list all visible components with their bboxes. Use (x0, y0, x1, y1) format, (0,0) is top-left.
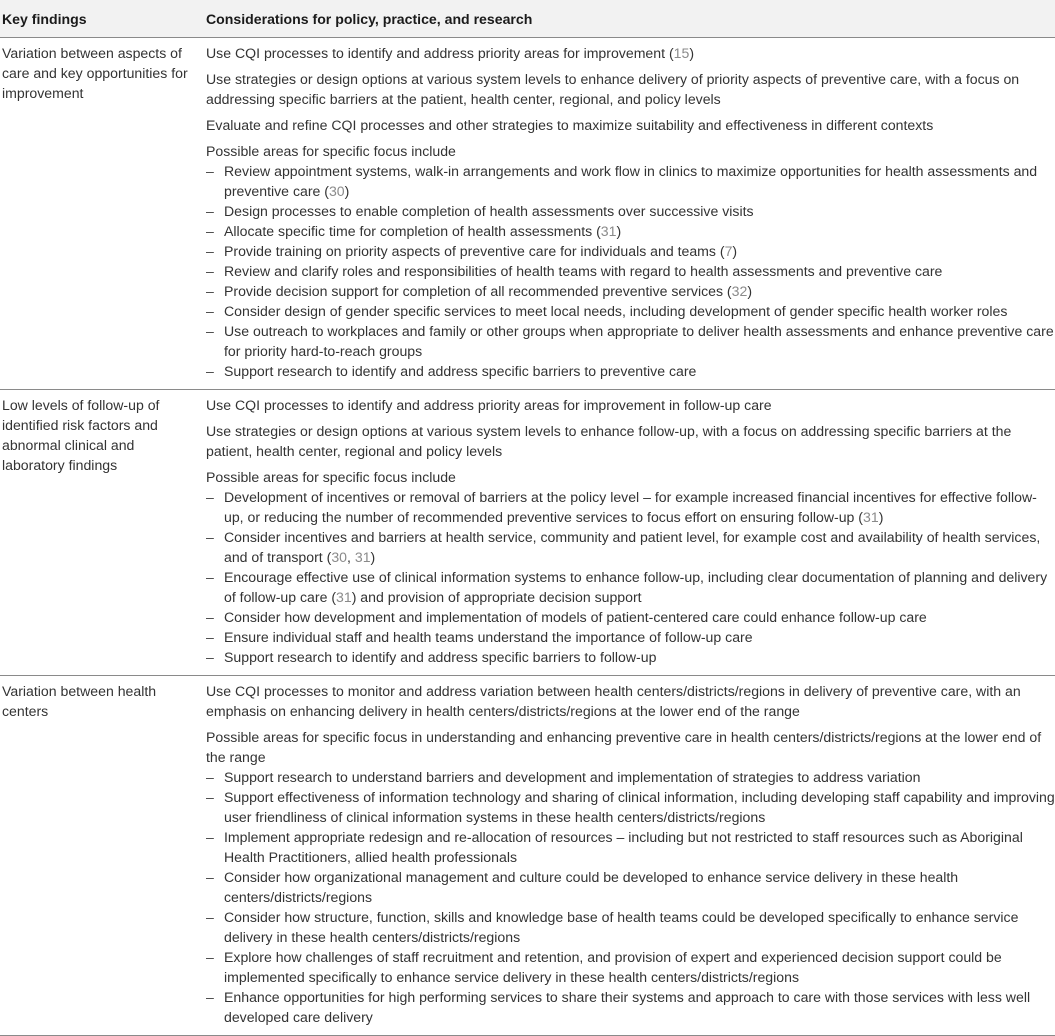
consideration-paragraph (206, 115, 1055, 135)
focus-block (206, 727, 1055, 1027)
list-item (206, 221, 1055, 241)
consideration-paragraph (206, 681, 1055, 721)
reference-link[interactable]: 30 (328, 183, 345, 199)
focus-intro: Possible areas for specific focus in understanding and enhancing preventive care in health centers/districts/regions at the lower end of the range (206, 729, 1042, 765)
list-item (206, 301, 1055, 321)
reference-link[interactable]: 31 (336, 589, 352, 605)
list-item (206, 161, 1055, 201)
list-item (206, 567, 1055, 607)
dash-bullet-icon: – (206, 789, 214, 805)
text: Use CQI processes to identify and address priority areas for improvement in follow-up care (206, 397, 772, 413)
text: Support research to identify and address specific barriers to preventive care (224, 363, 697, 379)
header-considerations: Considerations for policy, practice, and research (206, 0, 1055, 38)
list-item (206, 827, 1055, 867)
text: Review and clarify roles and responsibilities of health teams with regard to health assessments and preventive care (224, 263, 943, 279)
focus-list (206, 767, 1055, 1027)
table-row (0, 390, 1055, 676)
focus-list (206, 161, 1055, 381)
text: Provide training on priority aspects of preventive care for individuals and teams ( (224, 243, 725, 259)
focus-block (206, 467, 1055, 667)
text: Consider incentives and barriers at health service, community and patient level, for example cost and availability of health services, and of transport ( (224, 529, 1041, 565)
text: Explore how challenges of staff recruitment and retention, and provision of expert and experienced decision support could be implemented specifically to enhance service delivery in these health centers/districts/regions (224, 949, 1002, 985)
list-item (206, 947, 1055, 987)
header-key-findings: Key findings (0, 0, 206, 38)
text: Allocate specific time for completion of health assessments ( (224, 223, 601, 239)
considerations-cell (206, 390, 1055, 676)
key-finding-cell: Variation between health centers (0, 676, 206, 1036)
consideration-paragraph (206, 43, 1055, 63)
text: Consider how development and implementation of models of patient-centered care could enhance follow-up care (224, 609, 927, 625)
dash-bullet-icon: – (206, 263, 214, 279)
header-row (0, 0, 1055, 38)
text: Provide decision support for completion of all recommended preventive services ( (224, 283, 732, 299)
text: Use CQI processes to identify and address priority areas for improvement ( (206, 45, 674, 61)
dash-bullet-icon: – (206, 649, 214, 665)
list-item (206, 627, 1055, 647)
list-item (206, 281, 1055, 301)
focus-list (206, 487, 1055, 667)
dash-bullet-icon: – (206, 569, 214, 585)
text: Use strategies or design options at various system levels to enhance delivery of priority aspects of preventive care, with a focus on addressing specific barriers at the patient, health center, regional, and policy levels (206, 71, 1020, 107)
text: Consider design of gender specific services to meet local needs, including development of gender specific health worker roles (224, 303, 1008, 319)
consideration-paragraph (206, 69, 1055, 109)
reference-link[interactable]: 32 (731, 283, 748, 299)
list-item (206, 261, 1055, 281)
table-row (0, 676, 1055, 1036)
text: Use CQI processes to monitor and address variation between health centers/districts/regions in delivery of preventive care, with an emphasis on enhancing delivery in health centers/districts/regions at the lower end of the range (206, 683, 1021, 719)
text: Development of incentives or removal of barriers at the policy level – for example increased financial incentives for effective follow-up, or reducing the number of recommended preventive services to focus effort on ensuring follow-up ( (224, 489, 1037, 525)
dash-bullet-icon: – (206, 829, 214, 845)
text: Use strategies or design options at various system levels to enhance follow-up, with a focus on addressing specific barriers at the patient, health center, regional and policy levels (206, 423, 1012, 459)
dash-bullet-icon: – (206, 869, 214, 885)
text-tail: ) and provision of appropriate decision support (351, 589, 642, 605)
focus-block (206, 141, 1055, 381)
dash-bullet-icon: – (206, 303, 214, 319)
reference-link[interactable]: 30 (331, 549, 348, 565)
text: Enhance opportunities for high performing services to share their systems and approach to care with those services with less well developed care delivery (224, 989, 1031, 1025)
reference-separator: , (347, 549, 355, 565)
dash-bullet-icon: – (206, 323, 214, 339)
key-finding-cell: Low levels of follow-up of identified risk factors and abnormal clinical and laboratory findings (0, 390, 206, 676)
dash-bullet-icon: – (206, 629, 214, 645)
list-item (206, 607, 1055, 627)
text: Support effectiveness of information technology and sharing of clinical information, including developing staff capability and improving user friendliness of clinical information systems in these health centers/districts/regions (224, 789, 1055, 825)
text: Consider how organizational management and culture could be developed to enhance service delivery in these health centers/districts/regions (224, 869, 959, 905)
text-tail: ) (747, 283, 753, 299)
table-body (0, 38, 1055, 1036)
list-item (206, 867, 1055, 907)
list-item (206, 907, 1055, 947)
dash-bullet-icon: – (206, 489, 214, 505)
dash-bullet-icon: – (206, 949, 214, 965)
text: Evaluate and refine CQI processes and other strategies to maximize suitability and effectiveness in different contexts (206, 117, 934, 133)
dash-bullet-icon: – (206, 283, 214, 299)
consideration-paragraph (206, 421, 1055, 461)
text: Encourage effective use of clinical information systems to enhance follow-up, including clear documentation of planning and delivery of follow-up care ( (224, 569, 1048, 605)
consideration-paragraph (206, 395, 1055, 415)
dash-bullet-icon: – (206, 989, 214, 1005)
dash-bullet-icon: – (206, 529, 214, 545)
list-item (206, 647, 1055, 667)
text-tail: ) (370, 549, 376, 565)
dash-bullet-icon: – (206, 243, 214, 259)
dash-bullet-icon: – (206, 223, 214, 239)
dash-bullet-icon: – (206, 363, 214, 379)
reference-link[interactable]: 15 (673, 45, 690, 61)
list-item (206, 487, 1055, 527)
reference-link[interactable]: 31 (863, 509, 879, 525)
key-finding-cell: Variation between aspects of care and key opportunities for improvement (0, 38, 206, 390)
text-tail: ) (732, 243, 738, 259)
table-header (0, 0, 1055, 38)
dash-bullet-icon: – (206, 163, 214, 179)
list-item (206, 321, 1055, 361)
reference-link[interactable]: 31 (600, 223, 617, 239)
list-item (206, 787, 1055, 827)
dash-bullet-icon: – (206, 769, 214, 785)
considerations-cell (206, 676, 1055, 1036)
reference-link[interactable]: 31 (354, 549, 371, 565)
text: Design processes to enable completion of health assessments over successive visits (224, 203, 754, 219)
table-row (0, 38, 1055, 390)
text-tail: ) (689, 45, 695, 61)
text: Support research to identify and address specific barriers to follow-up (224, 649, 657, 665)
text: Use outreach to workplaces and family or other groups when appropriate to deliver health assessments and enhance preventive care for priority hard-to-reach groups (224, 323, 1054, 359)
text: Implement appropriate redesign and re-allocation of resources – including but not restricted to staff resources such as Aboriginal Health Practitioners, allied health professionals (224, 829, 1023, 865)
focus-intro: Possible areas for specific focus include (206, 469, 456, 485)
text: Consider how structure, function, skills and knowledge base of health teams could be developed specifically to enhance service delivery in these health centers/districts/regions (224, 909, 1019, 945)
list-item (206, 241, 1055, 261)
list-item (206, 767, 1055, 787)
list-item (206, 201, 1055, 221)
dash-bullet-icon: – (206, 203, 214, 219)
dash-bullet-icon: – (206, 609, 214, 625)
dash-bullet-icon: – (206, 909, 214, 925)
text: Review appointment systems, walk-in arrangements and work flow in clinics to maximize opportunities for health assessments and preventive care ( (224, 163, 1038, 199)
text: Ensure individual staff and health teams understand the importance of follow-up care (224, 629, 753, 645)
reference-link[interactable]: 7 (724, 243, 733, 259)
list-item (206, 987, 1055, 1027)
focus-intro: Possible areas for specific focus include (206, 143, 456, 159)
list-item (206, 361, 1055, 381)
text-tail: ) (616, 223, 622, 239)
text-tail: ) (344, 183, 350, 199)
text-tail: ) (878, 509, 884, 525)
list-item (206, 527, 1055, 567)
considerations-cell (206, 38, 1055, 390)
text: Support research to understand barriers and development and implementation of strategies to address variation (224, 769, 921, 785)
